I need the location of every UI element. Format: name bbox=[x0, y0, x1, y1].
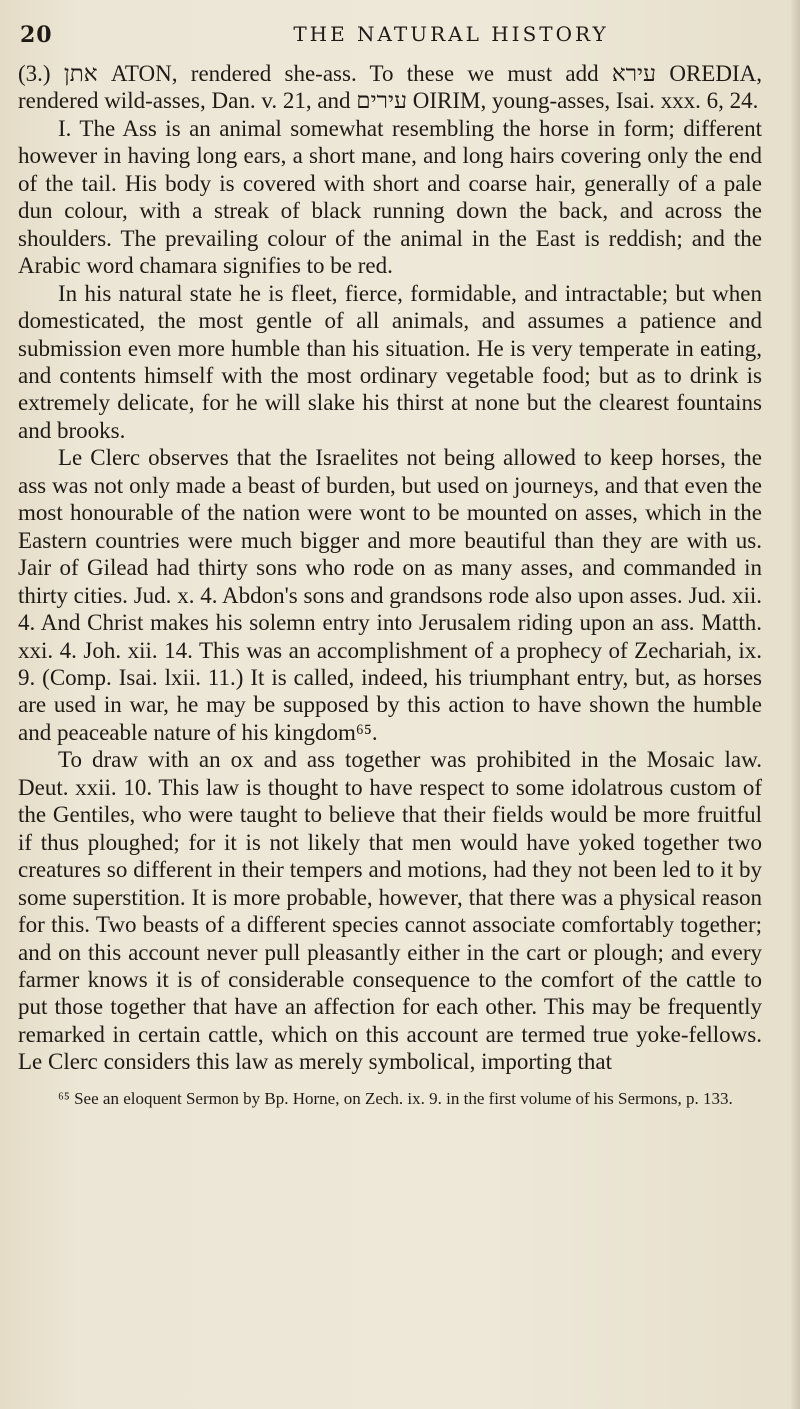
paragraph-description: I. The Ass is an animal somewhat resembling the horse in form; different however in having long ears, a short mane, and long hairs covering only the end of the tail. His body is covered with short and coarse hair, generally of a pale dun colour, with a streak of black running down the back, and across the shoulders. The prevailing colour of the animal in the East is reddish; and the Arabic word chamara signifies to be red. bbox=[18, 115, 762, 279]
body-text bbox=[18, 60, 762, 1076]
page-edge-shadow bbox=[790, 0, 800, 1409]
footnote: ⁶⁵ See an eloquent Sermon by Bp. Horne, on Zech. ix. 9. in the first volume of his Sermons, p. 133. bbox=[58, 1088, 733, 1108]
running-head: THE NATURAL HISTORY bbox=[293, 22, 609, 46]
paragraph-mosaic-law: To draw with an ox and ass together was prohibited in the Mosaic law. Deut. xxii. 10. This law is thought to have respect to some idolatrous custom of the Gentiles, who were taught to believe that their fields would be more fruitful if thus ploughed; for it is not likely that men would have yoked together two creatures so different in their tempers and motions, had they not been led to it by some superstition. It is more probable, however, that there was a physical reason for this. Two beasts of a different species cannot associate comfortably together; and on this account never pull pleasantly either in the cart or plough; and every farmer knows it is of considerable consequence to the comfort of the cattle to put those together that have an affection for each other. This may be frequently remarked in certain cattle, which on this account are termed true yoke-fellows. Le Clerc considers this law as merely symbolical, importing that bbox=[18, 747, 762, 1075]
paragraph-hebrew-terms: (3.) אתן ATON, rendered she-ass. To these we must add עירא OREDIA, rendered wild-asses, Dan. v. 21, and עירים OIRIM, young-asses, Isai. xxx. 6, 24. bbox=[18, 61, 762, 114]
paragraph-le-clerc: Le Clerc observes that the Israelites not being allowed to keep horses, the ass was not only made a beast of burden, but used on journeys, and that even the most honourable of the nation were wont to be mounted on asses, which in the Eastern countries were much bigger and more beautiful than they are with us. Jair of Gilead had thirty sons who rode on as many asses, and commanded in thirty cities. Jud. x. 4. Abdon's sons and grandsons rode also upon asses. Jud. xii. 4. And Christ makes his solemn entry into Jerusalem riding upon an ass. Matth. xxi. 4. Joh. xii. 14. This was an accomplishment of a prophecy of Zechariah, ix. 9. (Comp. Isai. lxii. 11.) It is called, indeed, his triumphant entry, but, as horses are used in war, he may be supposed by this action to have shown the humble and peaceable nature of his kingdom⁶⁵. bbox=[18, 445, 762, 745]
paragraph-nature: In his natural state he is fleet, fierce, formidable, and intractable; but when domesticated, the most gentle of all animals, and assumes a patience and submission even more humble than his situation. He is very temperate in eating, and contents himself with the most ordinary vegetable food; but as to drink is extremely delicate, for he will slake his thirst at none but the clearest fountains and brooks. bbox=[18, 280, 762, 443]
page-header bbox=[20, 20, 762, 60]
page-number: 20 bbox=[20, 22, 53, 48]
